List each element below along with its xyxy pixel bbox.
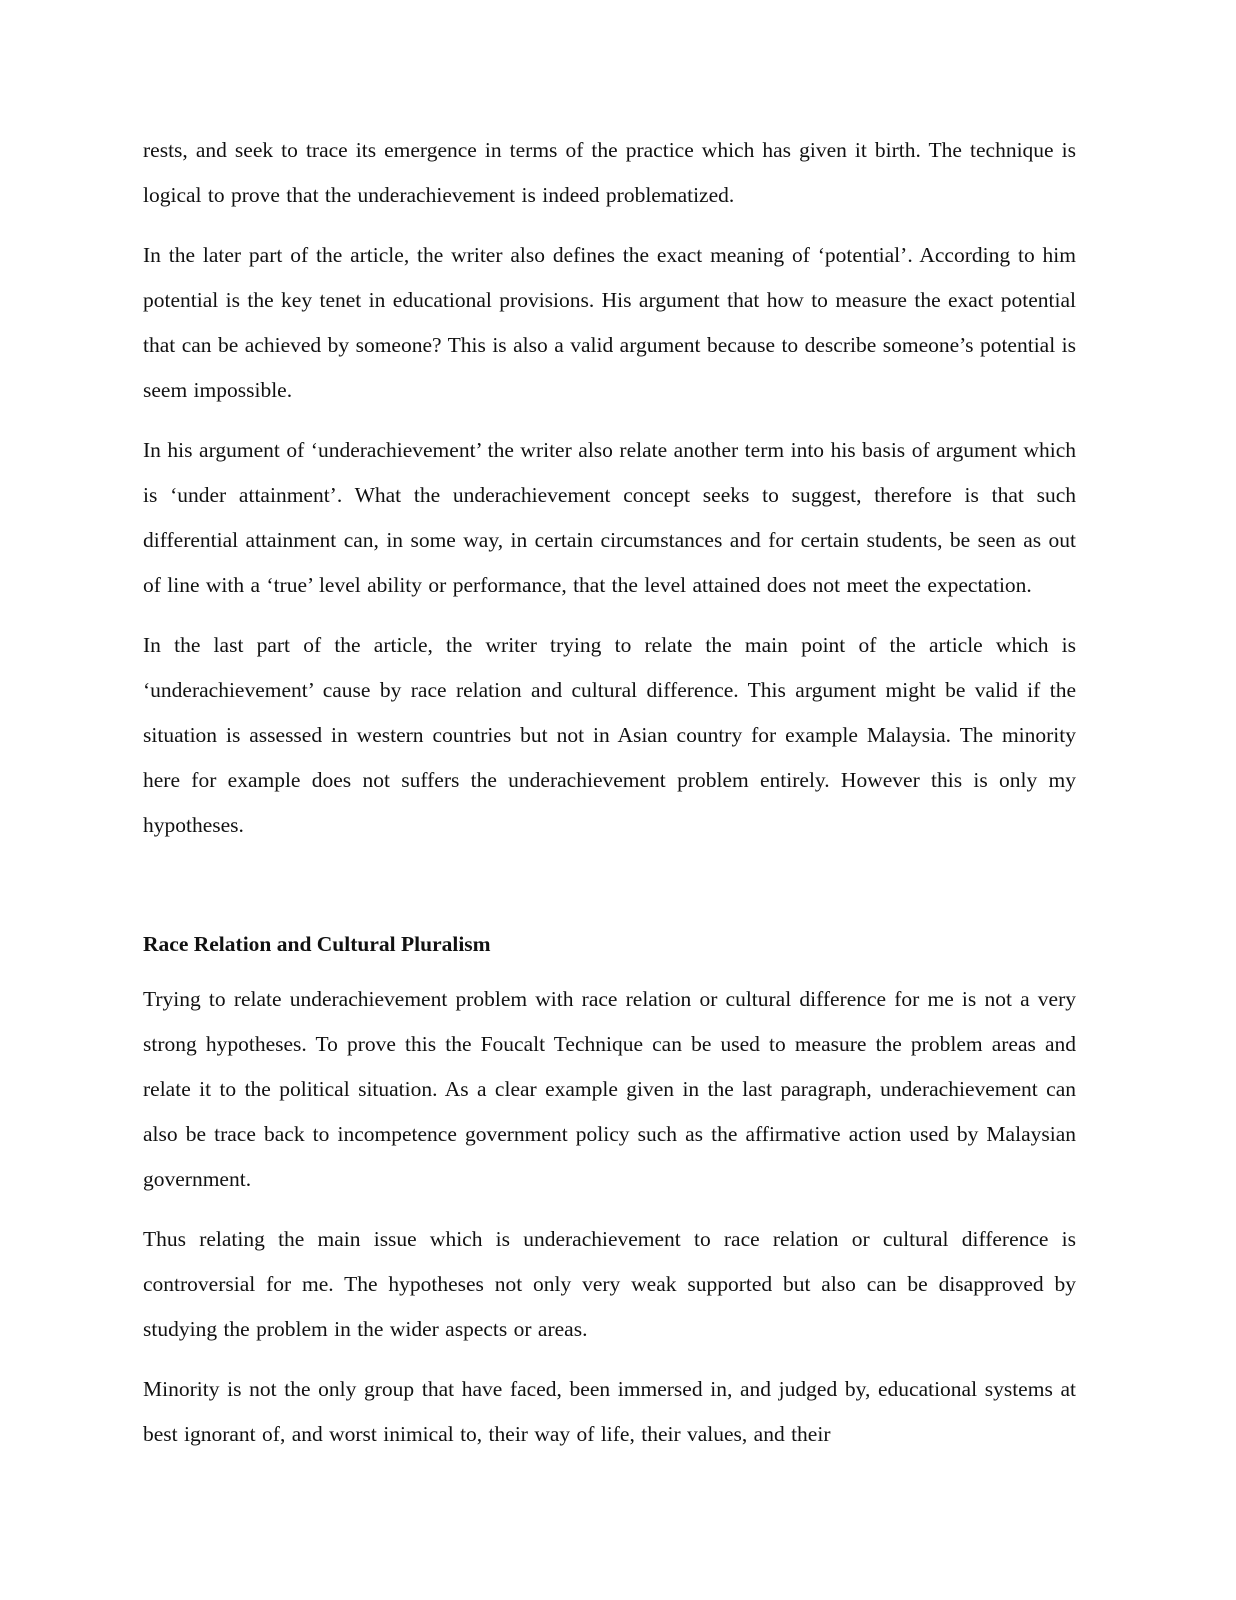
section-heading-race-relation: Race Relation and Cultural Pluralism [143,932,491,956]
paragraph-under-attainment: In his argument of ‘underachievement’ the writer also relate another term into his basis of argument which is ‘under attainment’. What the underachievement concept seeks to suggest, therefore is that such differential attainment can, in some way, in certain circumstances and for certain students, be seen as out of line with a ‘true’ level ability or performance, that the level attained does not meet the expectation. [143,438,1076,597]
paragraph-minority-group: Minority is not the only group that have faced, been immersed in, and judged by, educational systems at best ignorant of, and worst inimical to, their way of life, their values, and their [143,1377,1076,1446]
paragraph-rests-continuation: rests, and seek to trace its emergence in terms of the practice which has given it birth. The technique is logical to prove that the underachievement is indeed problematized. [143,138,1076,207]
paragraph-trying-to-relate: Trying to relate underachievement problem with race relation or cultural difference for me is not a very strong hypotheses. To prove this the Foucalt Technique can be used to measure the problem areas and relate it to the political situation. As a clear example given in the last paragraph, underachievement can also be trace back to incompetence government policy such as the affirmative action used by Malaysian government. [143,987,1076,1191]
paragraph-last-part-hypotheses: In the last part of the article, the writer trying to relate the main point of the article which is ‘underachievement’ cause by race relation and cultural difference. This argument might be valid if the situation is assessed in western countries but not in Asian country for example Malaysia. The minority here for example does not suffers the underachievement problem entirely. However this is only my hypotheses. [143,633,1076,837]
paragraph-later-part-potential: In the later part of the article, the writer also defines the exact meaning of ‘potential’. According to him potential is the key tenet in educational provisions. His argument that how to measure the exact potential that can be achieved by someone? This is also a valid argument because to describe someone’s potential is seem impossible. [143,243,1076,402]
paragraph-thus-relating: Thus relating the main issue which is underachievement to race relation or cultural difference is controversial for me. The hypotheses not only very weak supported but also can be disapproved by studying the problem in the wider aspects or areas. [143,1227,1076,1341]
